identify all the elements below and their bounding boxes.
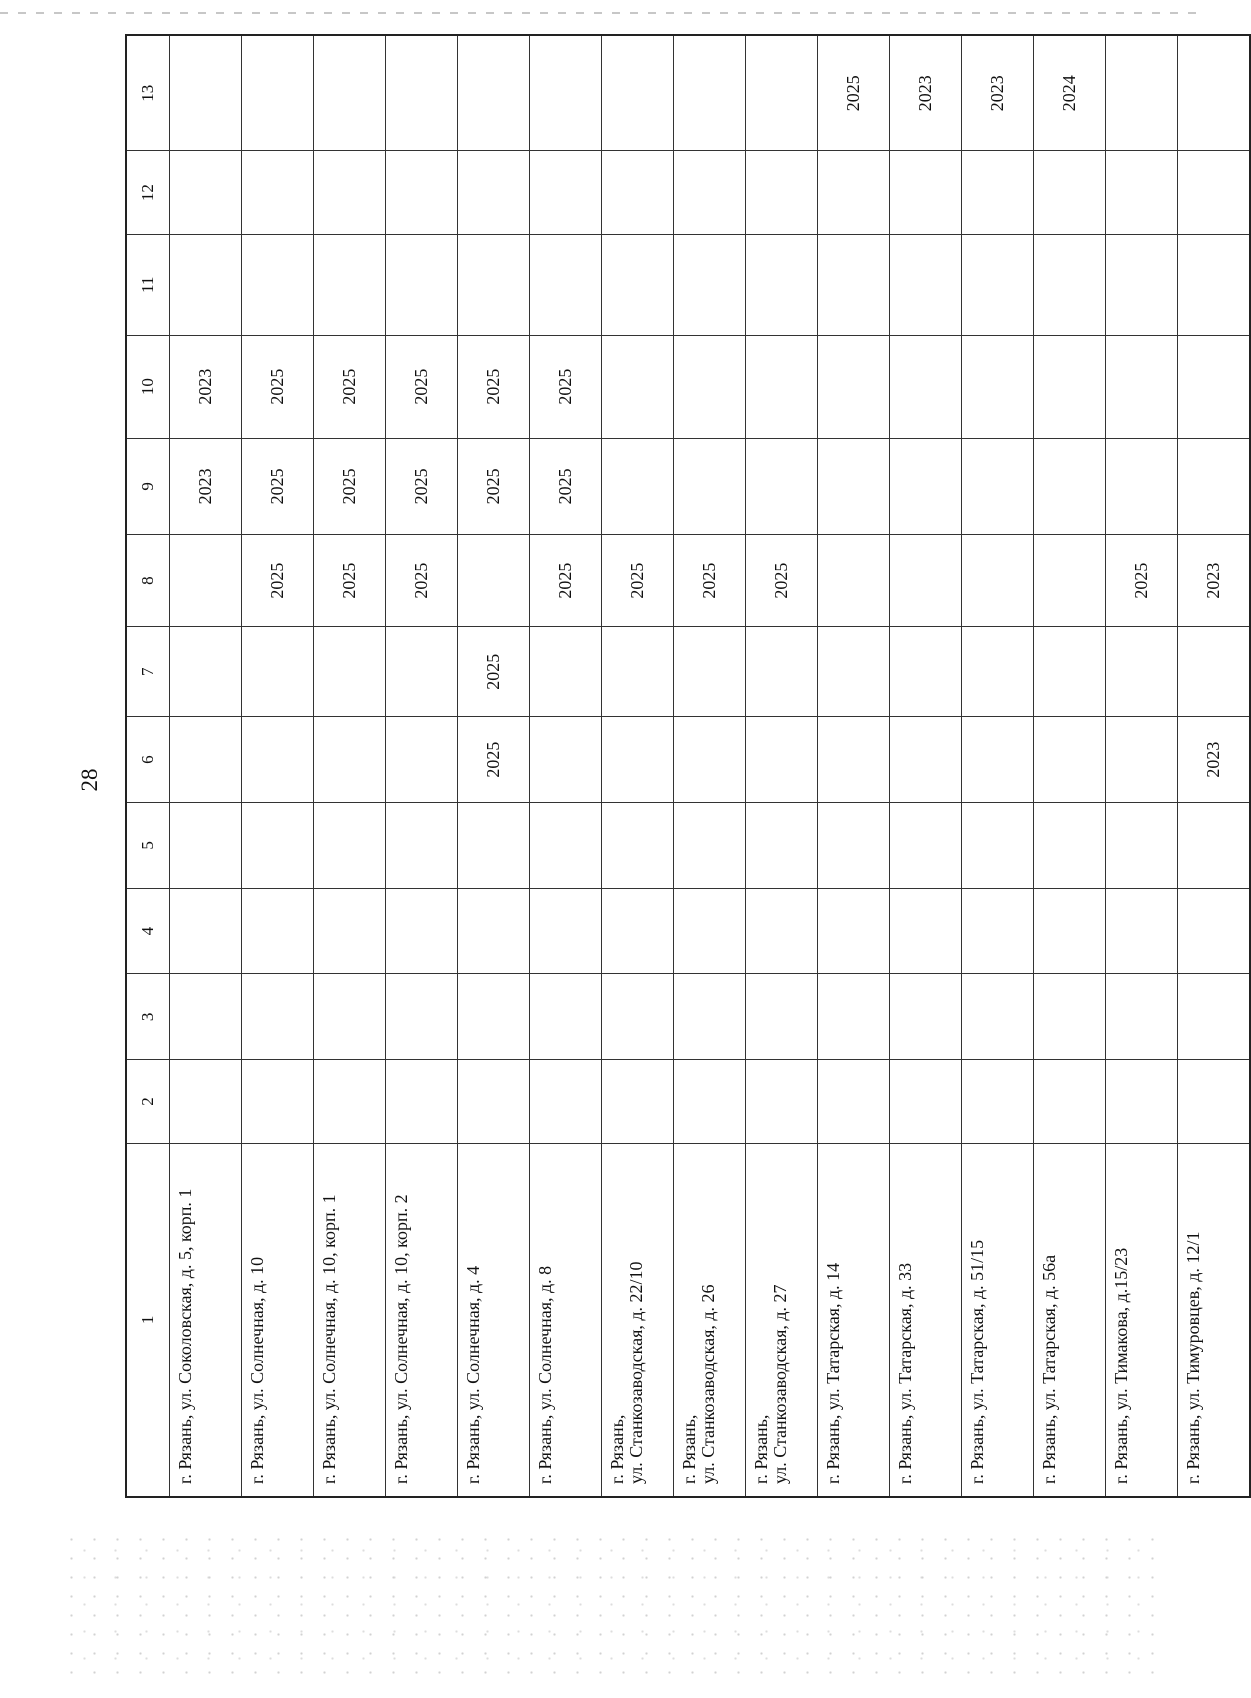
year-cell: 2025	[242, 535, 314, 627]
year-cell	[962, 151, 1034, 235]
year-cell	[746, 234, 818, 335]
year-cell	[530, 803, 602, 889]
year-cell	[818, 151, 890, 235]
table-body	[170, 35, 1251, 1497]
year-cell: 2023	[170, 438, 242, 534]
address-cell: г. Рязань, ул. Тимакова, д.15/23	[1106, 1143, 1178, 1497]
year-cell	[1034, 803, 1106, 889]
year-cell	[386, 974, 458, 1060]
year-cell	[962, 535, 1034, 627]
table-row	[674, 35, 746, 1497]
year-cell	[1034, 234, 1106, 335]
year-cell	[818, 234, 890, 335]
year-cell	[674, 151, 746, 235]
year-cell: 2024	[1034, 35, 1106, 151]
year-cell	[1178, 35, 1251, 151]
year-cell	[962, 888, 1034, 974]
year-cell	[1034, 335, 1106, 438]
column-header: 4	[126, 888, 170, 974]
year-cell	[530, 717, 602, 803]
scan-edge-artifact	[0, 12, 1200, 14]
year-cell	[1178, 888, 1251, 974]
year-cell: 2025	[386, 535, 458, 627]
year-cell	[1178, 1060, 1251, 1144]
year-cell	[1106, 627, 1178, 717]
year-cell: 2025	[602, 535, 674, 627]
year-cell	[170, 151, 242, 235]
year-cell	[890, 1060, 962, 1144]
year-cell	[170, 888, 242, 974]
year-cell: 2025	[314, 335, 386, 438]
year-cell	[674, 803, 746, 889]
year-cell: 2025	[386, 335, 458, 438]
year-cell	[1106, 438, 1178, 534]
year-cell: 2025	[242, 438, 314, 534]
year-cell	[1106, 335, 1178, 438]
year-cell	[242, 1060, 314, 1144]
year-cell	[314, 888, 386, 974]
year-cell	[314, 717, 386, 803]
column-header: 12	[126, 151, 170, 235]
year-cell	[170, 803, 242, 889]
address-cell: г. Рязань, ул. Татарская, д. 56а	[1034, 1143, 1106, 1497]
year-cell	[170, 717, 242, 803]
year-cell	[530, 627, 602, 717]
year-cell	[1178, 627, 1251, 717]
table-row	[458, 35, 530, 1497]
year-cell	[962, 438, 1034, 534]
schedule-table	[125, 34, 1251, 1498]
year-cell	[746, 335, 818, 438]
column-header: 1	[126, 1143, 170, 1497]
year-cell: 2023	[1178, 535, 1251, 627]
year-cell	[458, 151, 530, 235]
year-cell	[386, 151, 458, 235]
year-cell: 2025	[674, 535, 746, 627]
year-cell	[962, 234, 1034, 335]
year-cell	[1106, 803, 1178, 889]
year-cell	[818, 888, 890, 974]
year-cell	[242, 35, 314, 151]
year-cell: 2023	[962, 35, 1034, 151]
year-cell	[818, 535, 890, 627]
year-cell	[602, 438, 674, 534]
table-row	[170, 35, 242, 1497]
year-cell	[1034, 627, 1106, 717]
year-cell	[746, 151, 818, 235]
year-cell	[1034, 151, 1106, 235]
year-cell	[530, 888, 602, 974]
year-cell: 2025	[746, 535, 818, 627]
column-header: 11	[126, 234, 170, 335]
year-cell	[386, 35, 458, 151]
year-cell	[890, 151, 962, 235]
year-cell	[674, 35, 746, 151]
year-cell	[314, 1060, 386, 1144]
year-cell	[1178, 335, 1251, 438]
year-cell: 2025	[458, 627, 530, 717]
year-cell	[170, 1060, 242, 1144]
year-cell	[890, 627, 962, 717]
column-header: 10	[126, 335, 170, 438]
year-cell	[1178, 438, 1251, 534]
table-row	[890, 35, 962, 1497]
year-cell	[242, 803, 314, 889]
year-cell	[386, 888, 458, 974]
year-cell	[818, 1060, 890, 1144]
year-cell	[890, 717, 962, 803]
year-cell: 2025	[386, 438, 458, 534]
column-header: 8	[126, 535, 170, 627]
year-cell	[674, 438, 746, 534]
year-cell	[674, 1060, 746, 1144]
year-cell	[746, 627, 818, 717]
year-cell	[602, 627, 674, 717]
year-cell	[314, 151, 386, 235]
year-cell	[962, 803, 1034, 889]
year-cell: 2025	[242, 335, 314, 438]
year-cell	[386, 803, 458, 889]
year-cell	[386, 234, 458, 335]
year-cell	[314, 803, 386, 889]
year-cell: 2025	[1106, 535, 1178, 627]
year-cell	[746, 1060, 818, 1144]
year-cell	[890, 234, 962, 335]
address-cell: г. Рязань, ул. Станкозаводская, д. 22/10	[602, 1143, 674, 1497]
year-cell	[1034, 1060, 1106, 1144]
year-cell	[602, 234, 674, 335]
year-cell	[818, 335, 890, 438]
year-cell	[1034, 888, 1106, 974]
table-row	[746, 35, 818, 1497]
year-cell	[458, 974, 530, 1060]
table-row	[530, 35, 602, 1497]
year-cell	[890, 535, 962, 627]
header-row	[126, 35, 170, 1497]
year-cell	[1106, 974, 1178, 1060]
year-cell	[1034, 438, 1106, 534]
table-header	[126, 35, 170, 1497]
year-cell	[242, 234, 314, 335]
table-row	[242, 35, 314, 1497]
address-cell: г. Рязань, ул. Татарская, д. 51/15	[962, 1143, 1034, 1497]
year-cell: 2025	[458, 438, 530, 534]
address-cell: г. Рязань, ул. Солнечная, д. 4	[458, 1143, 530, 1497]
table-row	[962, 35, 1034, 1497]
table-row	[314, 35, 386, 1497]
address-cell: г. Рязань, ул. Соколовская, д. 5, корп. 1	[170, 1143, 242, 1497]
rotated-table-container	[125, 34, 1223, 1498]
year-cell	[962, 717, 1034, 803]
year-cell: 2025	[314, 535, 386, 627]
year-cell	[602, 717, 674, 803]
year-cell	[818, 717, 890, 803]
address-cell: г. Рязань, ул. Солнечная, д. 10, корп. 2	[386, 1143, 458, 1497]
year-cell	[890, 803, 962, 889]
year-cell	[674, 627, 746, 717]
year-cell	[314, 35, 386, 151]
year-cell	[818, 438, 890, 534]
column-header: 2	[126, 1060, 170, 1144]
year-cell	[602, 335, 674, 438]
year-cell	[386, 1060, 458, 1144]
year-cell	[890, 888, 962, 974]
year-cell	[602, 803, 674, 889]
year-cell	[170, 234, 242, 335]
address-cell: г. Рязань, ул. Солнечная, д. 10	[242, 1143, 314, 1497]
year-cell	[458, 803, 530, 889]
address-cell: г. Рязань, ул. Тимуровцев, д. 12/1	[1178, 1143, 1251, 1497]
year-cell	[242, 717, 314, 803]
year-cell	[602, 888, 674, 974]
year-cell	[674, 717, 746, 803]
year-cell	[530, 151, 602, 235]
year-cell	[242, 151, 314, 235]
year-cell	[890, 438, 962, 534]
year-cell	[746, 974, 818, 1060]
address-cell: г. Рязань, ул. Татарская, д. 14	[818, 1143, 890, 1497]
year-cell	[602, 151, 674, 235]
scan-speckle-artifact	[60, 1530, 1160, 1680]
column-header: 3	[126, 974, 170, 1060]
year-cell	[458, 234, 530, 335]
year-cell	[242, 888, 314, 974]
year-cell: 2023	[890, 35, 962, 151]
table-row	[386, 35, 458, 1497]
year-cell	[1034, 974, 1106, 1060]
year-cell	[1178, 974, 1251, 1060]
year-cell	[1106, 1060, 1178, 1144]
year-cell: 2023	[1178, 717, 1251, 803]
year-cell	[530, 974, 602, 1060]
address-cell: г. Рязань, ул. Станкозаводская, д. 27	[746, 1143, 818, 1497]
year-cell	[674, 974, 746, 1060]
year-cell: 2025	[458, 717, 530, 803]
address-cell: г. Рязань, ул. Станкозаводская, д. 26	[674, 1143, 746, 1497]
year-cell	[1034, 535, 1106, 627]
year-cell	[674, 888, 746, 974]
year-cell	[1106, 151, 1178, 235]
year-cell	[1178, 803, 1251, 889]
year-cell: 2025	[458, 335, 530, 438]
year-cell	[1106, 717, 1178, 803]
year-cell	[746, 717, 818, 803]
year-cell: 2025	[530, 335, 602, 438]
table-row	[602, 35, 674, 1497]
table-row	[818, 35, 890, 1497]
year-cell	[746, 438, 818, 534]
address-cell: г. Рязань, ул. Солнечная, д. 10, корп. 1	[314, 1143, 386, 1497]
year-cell	[530, 1060, 602, 1144]
column-header: 6	[126, 717, 170, 803]
year-cell: 2025	[530, 535, 602, 627]
year-cell: 2025	[314, 438, 386, 534]
column-header: 13	[126, 35, 170, 151]
year-cell	[962, 1060, 1034, 1144]
year-cell	[602, 1060, 674, 1144]
year-cell	[674, 335, 746, 438]
year-cell: 2025	[530, 438, 602, 534]
year-cell	[314, 627, 386, 717]
year-cell	[818, 974, 890, 1060]
year-cell	[314, 974, 386, 1060]
year-cell	[818, 803, 890, 889]
column-header: 5	[126, 803, 170, 889]
year-cell	[602, 974, 674, 1060]
year-cell	[962, 627, 1034, 717]
year-cell	[674, 234, 746, 335]
year-cell	[818, 627, 890, 717]
year-cell	[890, 974, 962, 1060]
year-cell	[530, 35, 602, 151]
year-cell	[170, 35, 242, 151]
year-cell	[962, 974, 1034, 1060]
address-cell: г. Рязань, ул. Солнечная, д. 8	[530, 1143, 602, 1497]
year-cell	[1178, 151, 1251, 235]
year-cell	[746, 35, 818, 151]
year-cell	[530, 234, 602, 335]
table-row	[1178, 35, 1251, 1497]
year-cell	[458, 535, 530, 627]
page-number: 28	[77, 768, 102, 792]
column-header: 7	[126, 627, 170, 717]
year-cell	[962, 335, 1034, 438]
column-header: 9	[126, 438, 170, 534]
year-cell: 2025	[818, 35, 890, 151]
year-cell	[746, 803, 818, 889]
year-cell	[386, 627, 458, 717]
year-cell	[170, 974, 242, 1060]
table-row	[1106, 35, 1178, 1497]
year-cell	[890, 335, 962, 438]
year-cell	[1106, 35, 1178, 151]
year-cell	[458, 1060, 530, 1144]
year-cell	[242, 627, 314, 717]
year-cell	[1178, 234, 1251, 335]
year-cell	[1106, 234, 1178, 335]
year-cell	[1106, 888, 1178, 974]
year-cell	[314, 234, 386, 335]
year-cell	[170, 535, 242, 627]
year-cell	[170, 627, 242, 717]
year-cell: 2023	[170, 335, 242, 438]
year-cell	[746, 888, 818, 974]
year-cell	[458, 888, 530, 974]
year-cell	[1034, 717, 1106, 803]
address-cell: г. Рязань, ул. Татарская, д. 33	[890, 1143, 962, 1497]
year-cell	[602, 35, 674, 151]
year-cell	[386, 717, 458, 803]
year-cell	[242, 974, 314, 1060]
table-row	[1034, 35, 1106, 1497]
year-cell	[458, 35, 530, 151]
